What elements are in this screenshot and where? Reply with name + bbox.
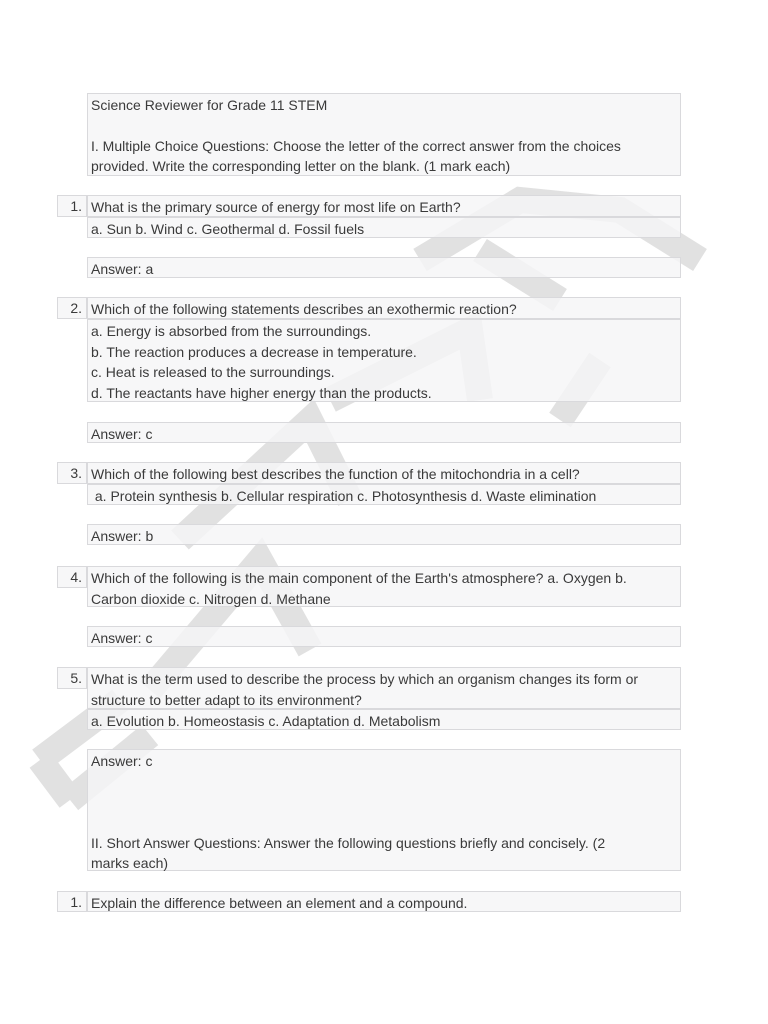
choice-line: a. Energy is absorbed from the surroundings.	[91, 323, 372, 339]
short-answer-line: Explain the difference between an element and a compound.	[91, 895, 468, 911]
answer-text: Answer: a	[91, 261, 154, 277]
answer-text: Answer: c	[91, 753, 153, 769]
choice-line: a. Sun b. Wind c. Geothermal d. Fossil fuels	[91, 221, 365, 237]
choice-line: c. Heat is released to the surroundings.	[91, 364, 335, 380]
answer-box	[87, 422, 681, 443]
section2-instructions-line1: II. Short Answer Questions: Answer the following questions briefly and concisely. (2	[91, 834, 606, 851]
question-text	[87, 667, 681, 709]
question-line: Which of the following is the main component of the Earth's atmosphere? a. Oxygen b.	[91, 570, 627, 586]
choice-line: a. Protein synthesis b. Cellular respiration c. Photosynthesis d. Waste elimination	[91, 488, 597, 504]
question-line: Carbon dioxide c. Nitrogen d. Methane	[91, 590, 331, 607]
choice-line: b. The reaction produces a decrease in temperature.	[91, 343, 417, 360]
short-answer-number: 1.	[57, 891, 87, 912]
choice-line: a. Evolution b. Homeostasis c. Adaptation d. Metabolism	[91, 713, 441, 729]
short-answer-question	[87, 891, 681, 912]
question-text	[87, 566, 681, 607]
choices-box	[87, 217, 681, 238]
question-number: 3.	[57, 462, 87, 484]
answer-text: Answer: c	[91, 426, 153, 442]
question-text	[87, 297, 681, 319]
header-box	[87, 93, 681, 176]
question-number: 1.	[57, 195, 87, 217]
choices-box	[87, 319, 681, 402]
choice-line: d. The reactants have higher energy than the products.	[91, 384, 432, 401]
question-line: structure to better adapt to its environment?	[91, 691, 362, 708]
answer-text: Answer: b	[91, 528, 154, 544]
choices-box	[87, 709, 681, 730]
question-line: What is the primary source of energy for most life on Earth?	[91, 199, 461, 215]
section1-instructions-line2: provided. Write the corresponding letter on the blank. (1 mark each)	[91, 158, 511, 174]
answer-box	[87, 749, 681, 871]
question-text	[87, 195, 681, 217]
question-line: Which of the following best describes the function of the mitochondria in a cell?	[91, 466, 580, 482]
answer-box	[87, 257, 681, 278]
question-text	[87, 462, 681, 484]
question-line: What is the term used to describe the process by which an organism changes its form or	[91, 671, 639, 687]
answer-text: Answer: c	[91, 630, 153, 646]
choices-box	[87, 484, 681, 505]
question-line: Which of the following statements describes an exothermic reaction?	[91, 301, 517, 317]
question-number: 4.	[57, 566, 87, 588]
section1-instructions-line1: I. Multiple Choice Questions: Choose the letter of the correct answer from the choices	[91, 137, 621, 154]
document-title: Science Reviewer for Grade 11 STEM	[91, 97, 328, 113]
answer-box	[87, 524, 681, 545]
question-number: 2.	[57, 297, 87, 319]
question-number: 5.	[57, 667, 87, 689]
section2-instructions-line2: marks each)	[91, 855, 169, 871]
answer-box	[87, 626, 681, 647]
